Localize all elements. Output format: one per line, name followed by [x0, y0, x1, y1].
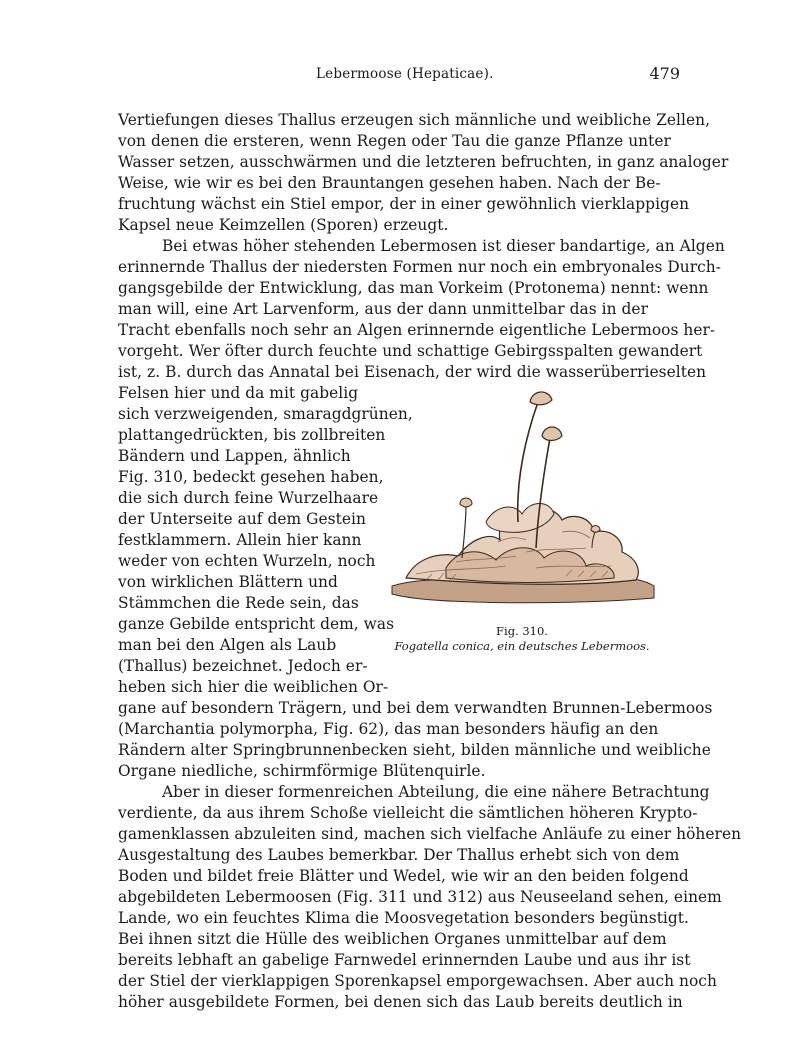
text-line: sich verzweigenden, smaragdgrünen,	[118, 405, 413, 423]
text-line: Wasser setzen, ausschwärmen und die letzteren befruchten, in ganz analoger	[118, 153, 729, 171]
text-line: Kapsel neue Keimzellen (Sporen) erzeugt.	[118, 216, 449, 234]
text-line: Felsen hier und da mit gabelig	[118, 384, 359, 402]
text-line: abgebildeten Lebermoosen (Fig. 311 und 312) aus Neuseeland sehen, einem	[118, 888, 722, 906]
text-line: man bei den Algen als Laub	[118, 636, 337, 654]
text-line: Weise, wie wir es bei den Brauntangen gesehen haben. Nach der Be-	[118, 174, 661, 192]
text-line: Organe niedliche, schirmförmige Blütenquirle.	[118, 762, 486, 780]
text-line: heben sich hier die weiblichen Or-	[118, 678, 389, 696]
text-line: (Thallus) bezeichnet. Jedoch er-	[118, 657, 368, 675]
text-line: Vertiefungen dieses Thallus erzeugen sich männliche und weibliche Zellen,	[118, 111, 711, 129]
text-line: festklammern. Allein hier kann	[118, 531, 362, 549]
text-line: Rändern alter Springbrunnenbecken sieht, bilden männliche und weibliche	[118, 741, 711, 759]
page-number: 479	[649, 64, 680, 83]
liverwort-illustration	[386, 372, 658, 612]
text-line: gangsgebilde der Entwicklung, das man Vorkeim (Protonema) nennt: wenn	[118, 279, 709, 297]
text-line: von wirklichen Blättern und	[118, 573, 338, 591]
text-line: erinnernde Thallus der niedersten Formen nur noch ein embryonales Durch-	[118, 258, 722, 276]
text-line: gamenklassen abzuleiten sind, machen sich vielfache Anläufe zu einer höheren	[118, 825, 742, 843]
text-line: plattangedrückten, bis zollbreiten	[118, 426, 386, 444]
text-line: Ausgestaltung des Laubes bemerkbar. Der Thallus erhebt sich von dem	[118, 846, 680, 864]
text-line: vorgeht. Wer öfter durch feuchte und schattige Gebirgsspalten gewandert	[118, 342, 703, 360]
text-line: bereits lebhaft an gabelige Farnwedel erinnernden Laube und aus ihr ist	[118, 951, 691, 969]
figure-illustration	[386, 372, 658, 612]
receptacle-cap	[460, 498, 472, 507]
receptacle-cap	[530, 392, 552, 405]
text-line: die sich durch feine Wurzelhaare	[118, 489, 379, 507]
text-line: man will, eine Art Larvenform, aus der dann unmittelbar das in der	[118, 300, 648, 318]
text-line: der Unterseite auf dem Gestein	[118, 510, 366, 528]
text-line: Bei etwas höher stehenden Lebermosen ist dieser bandartige, an Algen	[162, 237, 725, 255]
running-head: Lebermoose (Hepaticae).	[316, 66, 494, 82]
text-line: der Stiel der vierklappigen Sporenkapsel emporgewachsen. Aber auch noch	[118, 972, 717, 990]
receptacle-cap	[542, 427, 562, 441]
text-line: Stämmchen die Rede sein, das	[118, 594, 359, 612]
text-line: weder von echten Wurzeln, noch	[118, 552, 376, 570]
text-line: gane auf besondern Trägern, und bei dem verwandten Brunnen-Lebermoos	[118, 699, 713, 717]
text-line: Fig. 310, bedeckt gesehen haben,	[118, 468, 384, 486]
text-line: ist, z. B. durch das Annatal bei Eisenach, der wird die wasserüberrieselten	[118, 363, 707, 381]
text-line: Aber in dieser formenreichen Abteilung, die eine nähere Betrachtung	[162, 783, 710, 801]
text-line: höher ausgebildete Formen, bei denen sich das Laub bereits deutlich in	[118, 993, 683, 1011]
text-line: Lande, wo ein feuchtes Klima die Moosvegetation besonders begünstigt.	[118, 909, 689, 927]
text-line: Bei ihnen sitzt die Hülle des weiblichen Organes unmittelbar auf dem	[118, 930, 667, 948]
text-line: fruchtung wächst ein Stiel empor, der in einer gewöhnlich vierklappigen	[118, 195, 690, 213]
text-line: von denen die ersteren, wenn Regen oder Tau die ganze Pflanze unter	[118, 132, 671, 150]
text-line: Boden und bildet freie Blätter und Wedel, wie wir an den beiden folgend	[118, 867, 689, 885]
figure-caption: Fogatella conica, ein deutsches Lebermoos.	[394, 639, 650, 653]
text-line: Tracht ebenfalls noch sehr an Algen erinnernde eigentliche Lebermoos her-	[118, 321, 716, 339]
text-line: Bändern und Lappen, ähnlich	[118, 447, 351, 465]
text-line: (Marchantia polymorpha, Fig. 62), das man besonders häufig an den	[118, 720, 659, 738]
page-header	[118, 66, 680, 86]
text-line: verdiente, da aus ihrem Schoße vielleicht die sämtlichen höheren Krypto-	[118, 804, 698, 822]
receptacle-cap	[591, 526, 600, 533]
figure-number: Fig. 310.	[496, 624, 548, 638]
text-line: ganze Gebilde entspricht dem, was	[118, 615, 395, 633]
